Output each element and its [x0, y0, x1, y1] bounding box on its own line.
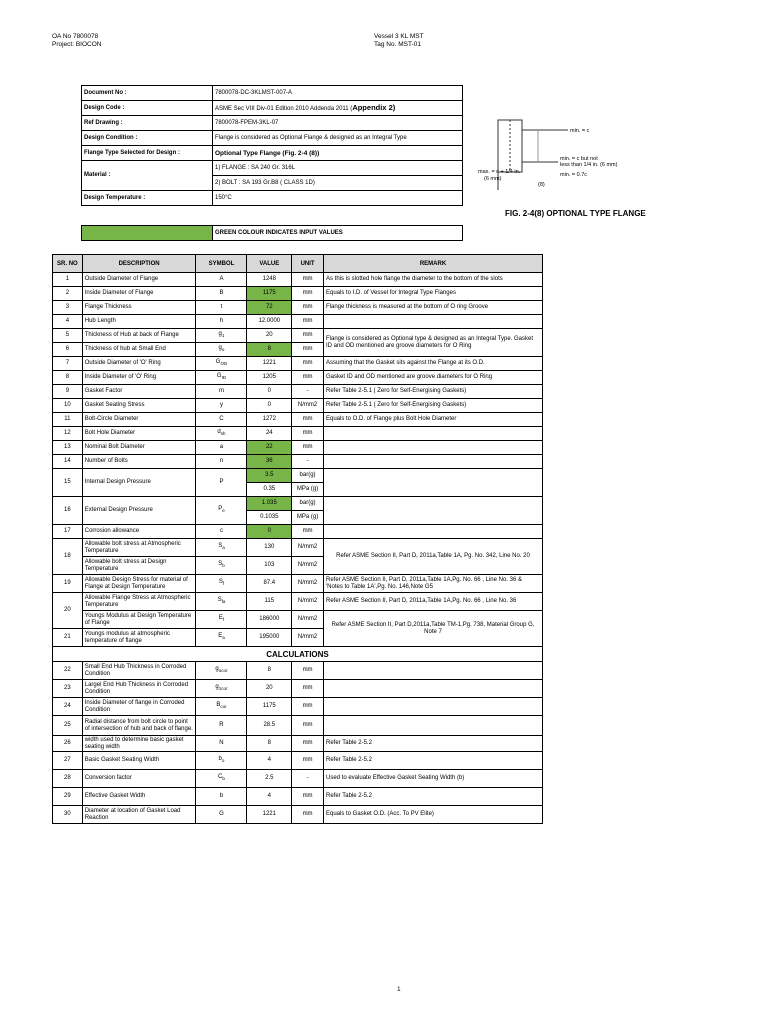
cell-sr: 5: [53, 329, 83, 343]
cell-sr: 24: [53, 698, 83, 716]
cell-unit: mm: [292, 315, 324, 329]
cell-sr: 4: [53, 315, 83, 329]
col-unit: UNIT: [292, 255, 324, 273]
mat-label: Material :: [82, 161, 213, 191]
fig-l5: (6 mm): [484, 176, 502, 182]
cell-rem: Refer Table 2-5.2: [324, 752, 543, 770]
table-row: [53, 399, 543, 413]
cell-sr: 12: [53, 427, 83, 441]
cell-unit: -: [292, 770, 324, 788]
cell-rem: Refer Table 2-5.2: [324, 736, 543, 752]
cell-val: 22: [247, 441, 292, 455]
cell-rem: Equals to I.D. of Vessel for Integral Type Flanges: [324, 287, 543, 301]
cell-desc: Largel End Hub Thickness in Corroded Condition: [82, 680, 196, 698]
cell-sym: $g_o$: [196, 343, 247, 357]
table-row: [53, 301, 543, 315]
cell-unit: mm: [292, 273, 324, 287]
cell-unit: mm: [292, 752, 324, 770]
cell-sym: $B_{cor}$: [196, 698, 247, 716]
cell-rem: Refer Table 2-5.2: [324, 788, 543, 806]
table-row: 17 Corrosion allowance c 0 mm: [53, 525, 543, 539]
cell-unit: mm: [292, 716, 324, 736]
document-info-table: [81, 85, 463, 206]
cell-rem: Gasket ID and OD mentioned are groove diameters for O Ring: [324, 371, 543, 385]
cell-rem: As this is slotted hole flange the diameter to the bottom of the slots: [324, 273, 543, 287]
cell-desc: Inside Diameter of Flange: [82, 287, 196, 301]
type-label: Flange Type Selected for Design :: [82, 146, 213, 161]
table-row: 20 Allowable Flange Stress at Atmospheric Temperature $S_{fa}$ 115 N/mm2 Refer ASME Section II, Part D, 2011a,Table 1A,Pg. No. 66 , Line No. 36: [53, 593, 543, 611]
cell-desc: Conversion factor: [82, 770, 196, 788]
cell-sym: $G_{ID}$: [196, 371, 247, 385]
cell-desc: Hub Length: [82, 315, 196, 329]
legend-table: [81, 225, 463, 241]
cell-desc: Nominal Bolt Diameter: [82, 441, 196, 455]
code-label: Design Code :: [82, 101, 213, 116]
cell-rem: [324, 662, 543, 680]
cell-sr: 9: [53, 385, 83, 399]
table-row: [53, 371, 543, 385]
fig-l6: min. = 0.7c: [560, 172, 588, 178]
cell-desc: Gasket Factor: [82, 385, 196, 399]
cell-desc: Effective Gasket Width: [82, 788, 196, 806]
cell-val: 1221: [247, 357, 292, 371]
cell-unit: mm: [292, 427, 324, 441]
table-row: [53, 680, 543, 698]
cell-desc: Number of Bolts: [82, 455, 196, 469]
calculations-title: CALCULATIONS: [53, 647, 543, 662]
mat-bolt: 2) BOLT : SA 193 Gr.B8 ( CLASS 1D): [213, 176, 463, 191]
cell-sr: 27: [53, 752, 83, 770]
col-remark: REMARK: [324, 255, 543, 273]
cell-val: 12.0000: [247, 315, 292, 329]
fig-l4: max. = c + 1/4 in.: [478, 169, 521, 175]
table-row: [53, 806, 543, 824]
col-symbol: SYMBOL: [196, 255, 247, 273]
table-row: 18 Allowable bolt stress at Atmospheric Temperature $S_a$ 130 N/mm2 Refer ASME Section II, Part D, 2011a,Table 1A, Pg. No. 342, Line No. 20: [53, 539, 543, 557]
table-row: [53, 273, 543, 287]
cell-desc: Diameter at location of Gasket Load Reaction: [82, 806, 196, 824]
table-row: [53, 329, 543, 343]
cell-unit: mm: [292, 371, 324, 385]
cell-sr: 7: [53, 357, 83, 371]
cell-rem: Equals to O.D. of Flange plus Bolt Hole Diameter: [324, 413, 543, 427]
cell-val: 1272: [247, 413, 292, 427]
cell-sym: $G_{OD}$: [196, 357, 247, 371]
cell-val: 1205: [247, 371, 292, 385]
cell-sym: R: [196, 716, 247, 736]
cell-sr: 28: [53, 770, 83, 788]
rows-1-14: [53, 273, 543, 469]
cell-sym: t: [196, 301, 247, 315]
table-row: [53, 752, 543, 770]
cell-val: 8: [247, 736, 292, 752]
cell-val: 72: [247, 301, 292, 315]
mat-flange: 1) FLANGE : SA 240 Gr. 316L: [213, 161, 463, 176]
cell-unit: N/mm2: [292, 399, 324, 413]
cell-sym: B: [196, 287, 247, 301]
fig-l3: less than 1/4 in. (6 mm): [560, 162, 618, 168]
cell-desc: Inside Diameter of 'O' Ring: [82, 371, 196, 385]
cell-sr: 11: [53, 413, 83, 427]
table-row: [53, 427, 543, 441]
table-row: [53, 716, 543, 736]
cell-unit: mm: [292, 806, 324, 824]
cell-rem: [324, 441, 543, 455]
table-row: [53, 287, 543, 301]
page-number: 1: [397, 986, 401, 993]
cell-rem: [324, 680, 543, 698]
cell-sym: $g_1$: [196, 329, 247, 343]
table-row: 21 Youngs modulus at atmospheric temperature of flange $E_a$ 195000 N/mm2: [53, 629, 543, 647]
cell-desc: Gasket Seating Stress: [82, 399, 196, 413]
table-row: [53, 736, 543, 752]
cell-val: 1175: [247, 698, 292, 716]
cell-desc: Bolt Hole Diameter: [82, 427, 196, 441]
table-row: [53, 413, 543, 427]
cell-sym: a: [196, 441, 247, 455]
cell-sr: 2: [53, 287, 83, 301]
table-row: 16 External Design Pressure $P_e$ 1.035 bar(g): [53, 497, 543, 511]
cell-unit: mm: [292, 736, 324, 752]
cell-val: 8: [247, 662, 292, 680]
table-row: [53, 662, 543, 680]
cell-rem: [324, 698, 543, 716]
doc-value: 7800078-DC-3KLMST-007-A: [213, 86, 463, 101]
cell-val: 20: [247, 680, 292, 698]
cell-sym: $C_b$: [196, 770, 247, 788]
cell-rem: Equals to Gasket O.D. (Acc. To PV Elite): [324, 806, 543, 824]
table-row: [53, 698, 543, 716]
col-srno: SR. NO: [53, 255, 83, 273]
tag-number: Tag No. MST-01: [374, 41, 421, 48]
cell-sr: 30: [53, 806, 83, 824]
cell-sym: N: [196, 736, 247, 752]
cell-rem: Used to evaluate Effective Gasket Seating Width (b): [324, 770, 543, 788]
legend-text: GREEN COLOUR INDICATES INPUT VALUES: [213, 226, 463, 241]
cell-desc: Outside Diameter of Flange: [82, 273, 196, 287]
cell-val: 28.5: [247, 716, 292, 736]
col-description: DESCRIPTION: [82, 255, 196, 273]
cell-sym: $g_{1cor}$: [196, 680, 247, 698]
cell-val: 2.5: [247, 770, 292, 788]
cell-unit: -: [292, 385, 324, 399]
cell-rem: Flange is considered as Optional type & designed as an Integral Type. Gasket ID and OD mentioned are groove diameters for O Ring: [324, 329, 543, 357]
cell-desc: Flange Thickness: [82, 301, 196, 315]
cell-rem: Flange thickness is measured at the bottom of O ring Groove: [324, 301, 543, 315]
ref-label: Ref Drawing :: [82, 116, 213, 131]
optional-flange-figure: [478, 100, 643, 195]
table-row: Allowable bolt stress at Design Temperature $S_b$ 103 N/mm2: [53, 557, 543, 575]
cell-desc: Bolt-Circle Diameter: [82, 413, 196, 427]
cell-rem: [324, 427, 543, 441]
cell-sr: 29: [53, 788, 83, 806]
cell-sr: 22: [53, 662, 83, 680]
cell-val: 36: [247, 455, 292, 469]
cell-val: 24: [247, 427, 292, 441]
table-header-row: [53, 255, 543, 273]
table-row: [53, 385, 543, 399]
cell-sym: b: [196, 788, 247, 806]
cell-sym: $d_{sh}$: [196, 427, 247, 441]
cell-sym: A: [196, 273, 247, 287]
cell-unit: mm: [292, 698, 324, 716]
cell-sr: 23: [53, 680, 83, 698]
cell-val: 4: [247, 752, 292, 770]
cell-desc: Radial distance from bolt circle to point of intersection of hub and back of flange.: [82, 716, 196, 736]
fig-l2: min. = c but not: [560, 156, 598, 162]
cell-unit: mm: [292, 329, 324, 343]
cell-sym: $b_o$: [196, 752, 247, 770]
legend-swatch: [82, 226, 213, 241]
cell-val: 0: [247, 385, 292, 399]
calculations-row: [53, 647, 543, 662]
ref-value: 7800078-FPEM-3KL-07: [213, 116, 463, 131]
type-value: Optional Type Flange (Fig. 2-4 (8)): [213, 146, 463, 161]
code-value: ASME Sec VIII Div-01 Edition 2010 Addenda 2011 (Appendix 2): [213, 101, 463, 116]
cell-unit: mm: [292, 662, 324, 680]
cell-unit: mm: [292, 357, 324, 371]
cell-sym: $g_{ocor}$: [196, 662, 247, 680]
vessel-name: Vessel 3 KL MST: [374, 33, 424, 40]
cell-sr: 13: [53, 441, 83, 455]
cell-rem: [324, 716, 543, 736]
table-row: 0.35 MPa (g): [53, 483, 543, 497]
cell-unit: mm: [292, 343, 324, 357]
cell-unit: mm: [292, 413, 324, 427]
flange-data-table: [52, 254, 543, 824]
cell-desc: width used to determine basic gasket seating width: [82, 736, 196, 752]
table-row: 19 Allowable Design Stress for material of Flange at Design Temperature $S_f$ 87.4 N/mm2 Refer ASME Section II, Part D, 2011a,Table 1A,Pg. No. 66 , Line No. 36 & 'Notes to Table 1A',Pg. No. 146,Note G5: [53, 575, 543, 593]
cell-val: 4: [247, 788, 292, 806]
cond-value: Flange is considered as Optional Flange & designed as an Integral Type: [213, 131, 463, 146]
cell-unit: mm: [292, 301, 324, 315]
cell-rem: Refer Table 2-5.1 ( Zero for Self-Energising Gaskets): [324, 399, 543, 413]
table-row: [53, 441, 543, 455]
temp-label: Design Temperature :: [82, 191, 213, 206]
cell-sr: 8: [53, 371, 83, 385]
cell-rem: Refer Table 2-5.1 ( Zero for Self-Energising Gaskets): [324, 385, 543, 399]
rows-22-30: [53, 662, 543, 824]
cell-sym: C: [196, 413, 247, 427]
cell-sym: n: [196, 455, 247, 469]
cell-desc: Thickness of Hub at back of Flange: [82, 329, 196, 343]
cell-rem: [324, 315, 543, 329]
cell-desc: Basic Gasket Seating Width: [82, 752, 196, 770]
temp-value: 150°C: [213, 191, 463, 206]
cell-sr: 1: [53, 273, 83, 287]
cell-unit: mm: [292, 788, 324, 806]
doc-label: Document No :: [82, 86, 213, 101]
cell-sr: 3: [53, 301, 83, 315]
cell-desc: Small End Hub Thickness in Corroded Condition: [82, 662, 196, 680]
table-row: Youngs Modulus at Design Temperature of Flange $E_f$ 186000 N/mm2 Refer ASME Section II, Part D,2011a,Table TM-1,Pg. 738, Material Group G, Note 7: [53, 611, 543, 629]
oa-number: OA No 7800078: [52, 33, 99, 40]
cell-desc: Thickness of hub at Small End: [82, 343, 196, 357]
cell-desc: Outside Diameter of 'O' Ring: [82, 357, 196, 371]
table-row: [53, 788, 543, 806]
cell-unit: mm: [292, 441, 324, 455]
table-row: 15 Internal Design Pressure P 3.5 bar(g): [53, 469, 543, 483]
header-right: [374, 33, 424, 49]
project-name: Project: BIOCON: [52, 41, 102, 48]
cell-sr: 14: [53, 455, 83, 469]
table-row: 0.1035 MPa (g): [53, 511, 543, 525]
cell-val: 8: [247, 343, 292, 357]
cell-sr: 6: [53, 343, 83, 357]
col-value: VALUE: [247, 255, 292, 273]
cell-val: 1248: [247, 273, 292, 287]
cell-sr: 26: [53, 736, 83, 752]
cell-val: 1221: [247, 806, 292, 824]
cell-sym: y: [196, 399, 247, 413]
table-row: [53, 455, 543, 469]
cell-val: 0: [247, 399, 292, 413]
fig-l7: (8): [538, 182, 545, 188]
table-row: [53, 315, 543, 329]
cell-val: 1175: [247, 287, 292, 301]
cell-unit: mm: [292, 287, 324, 301]
cell-rem: [324, 455, 543, 469]
cell-val: 20: [247, 329, 292, 343]
cell-desc: Inside Diameter of flange in Corroded Condition: [82, 698, 196, 716]
cell-sym: G: [196, 806, 247, 824]
cell-unit: -: [292, 455, 324, 469]
cell-sym: m: [196, 385, 247, 399]
table-row: [53, 770, 543, 788]
table-row: [53, 357, 543, 371]
appendix-label: Appendix 2): [352, 102, 396, 112]
header-left: [52, 33, 101, 49]
figure-caption: FIG. 2-4(8) OPTIONAL TYPE FLANGE: [505, 209, 646, 218]
cell-sr: 25: [53, 716, 83, 736]
fig-l1: min. = c: [570, 128, 590, 134]
cell-sr: 10: [53, 399, 83, 413]
cond-label: Design Condition :: [82, 131, 213, 146]
cell-unit: mm: [292, 680, 324, 698]
cell-rem: Assuming that the Gasket sits against the Flange at its O.D.: [324, 357, 543, 371]
cell-sym: h: [196, 315, 247, 329]
